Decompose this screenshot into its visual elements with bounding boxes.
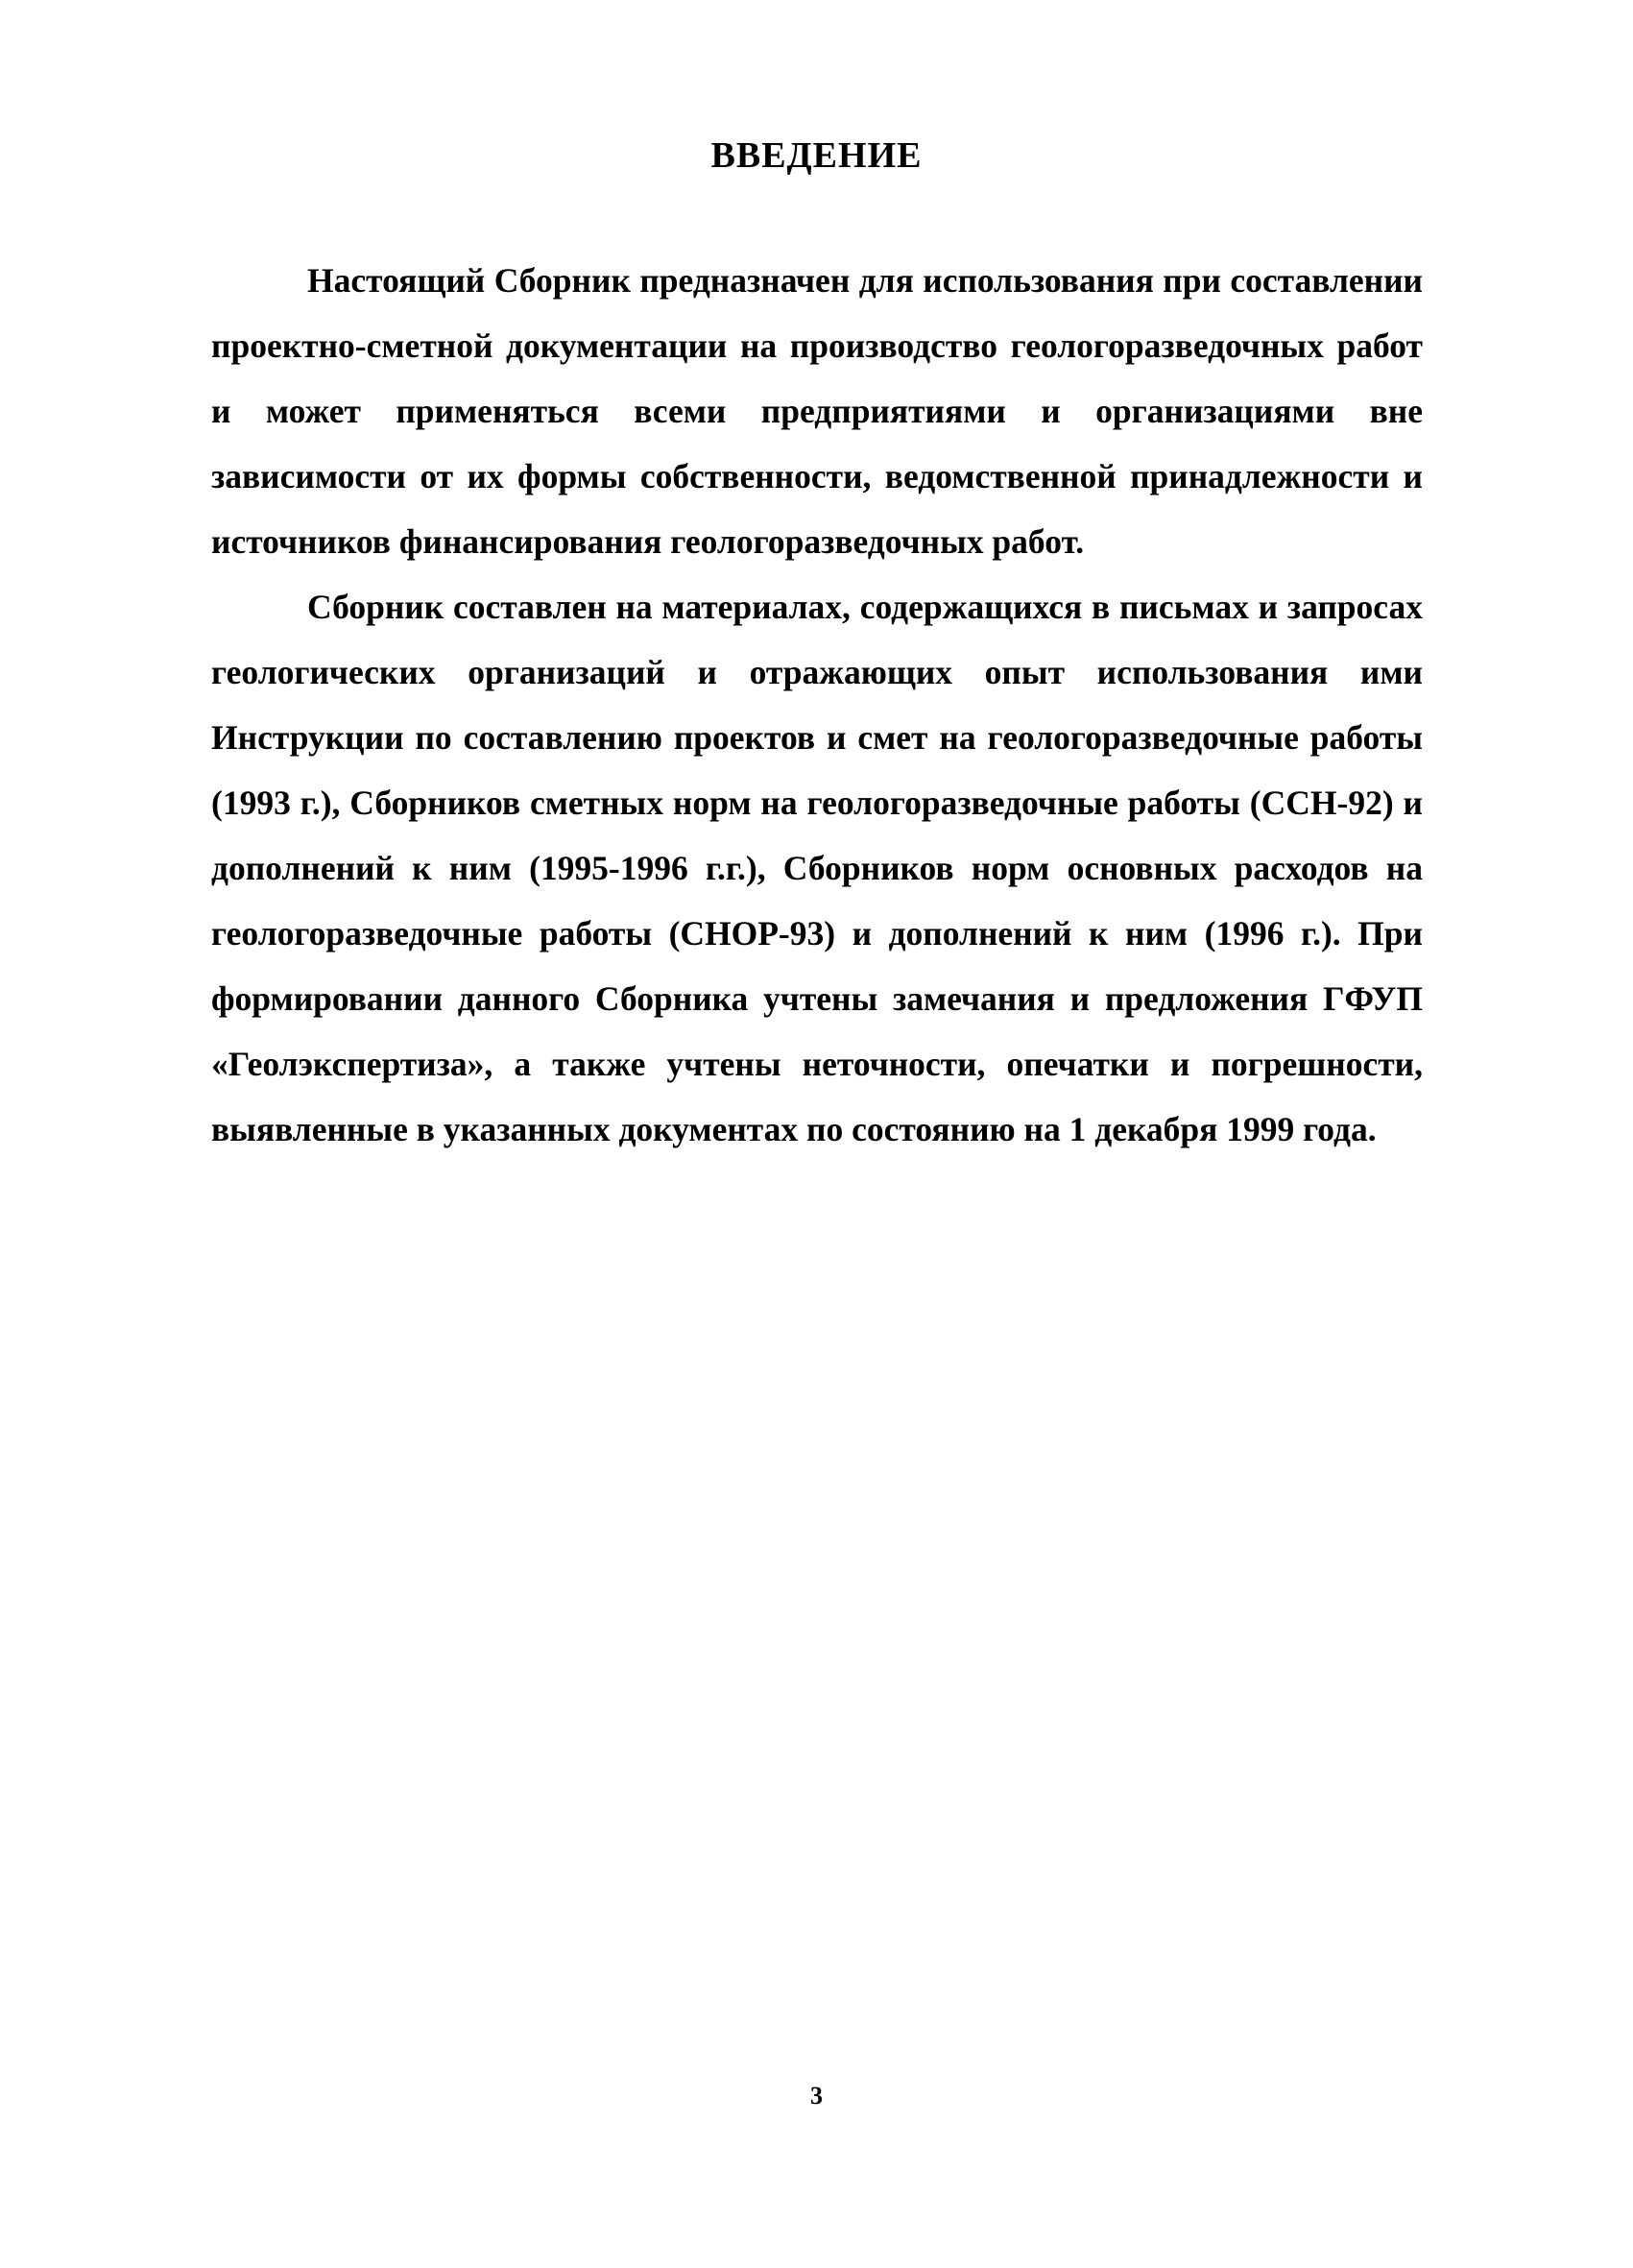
- paragraph-sources: Сборник составлен на материалах, содержащихся в письмах и запросах геологических организаций и отражающих опыт использования ими Инструкции по составлению проектов и смет на геологоразведочные работы (1993 г.), Сборников сметных норм на геологоразведочные работы (ССН-92) и дополнений к ним (1995-1996 г.г.), Сборников норм основных расходов на геологоразведочные работы (СНОР-93) и дополнений к ним (1996 г.). При формировании данного Сборника учтены замечания и предложения ГФУП «Геолэкспертиза», а также учтены неточности, опечатки и погрешности, выявленные в указанных документах по состоянию на 1 декабря 1999 года.: [211, 588, 1423, 1148]
- body-text: [211, 248, 1423, 1162]
- page-title: ВВЕДЕНИЕ: [710, 135, 923, 176]
- paragraph-purpose: Настоящий Сборник предназначен для использования при составлении проектно-сметной документации на производство геологоразведочных работ и может применяться всеми предприятиями и организациями вне зависимости от их формы собственности, ведомственной принадлежности и источников финансирования геологоразведочных работ.: [211, 261, 1423, 561]
- page-number: 3: [810, 2082, 823, 2110]
